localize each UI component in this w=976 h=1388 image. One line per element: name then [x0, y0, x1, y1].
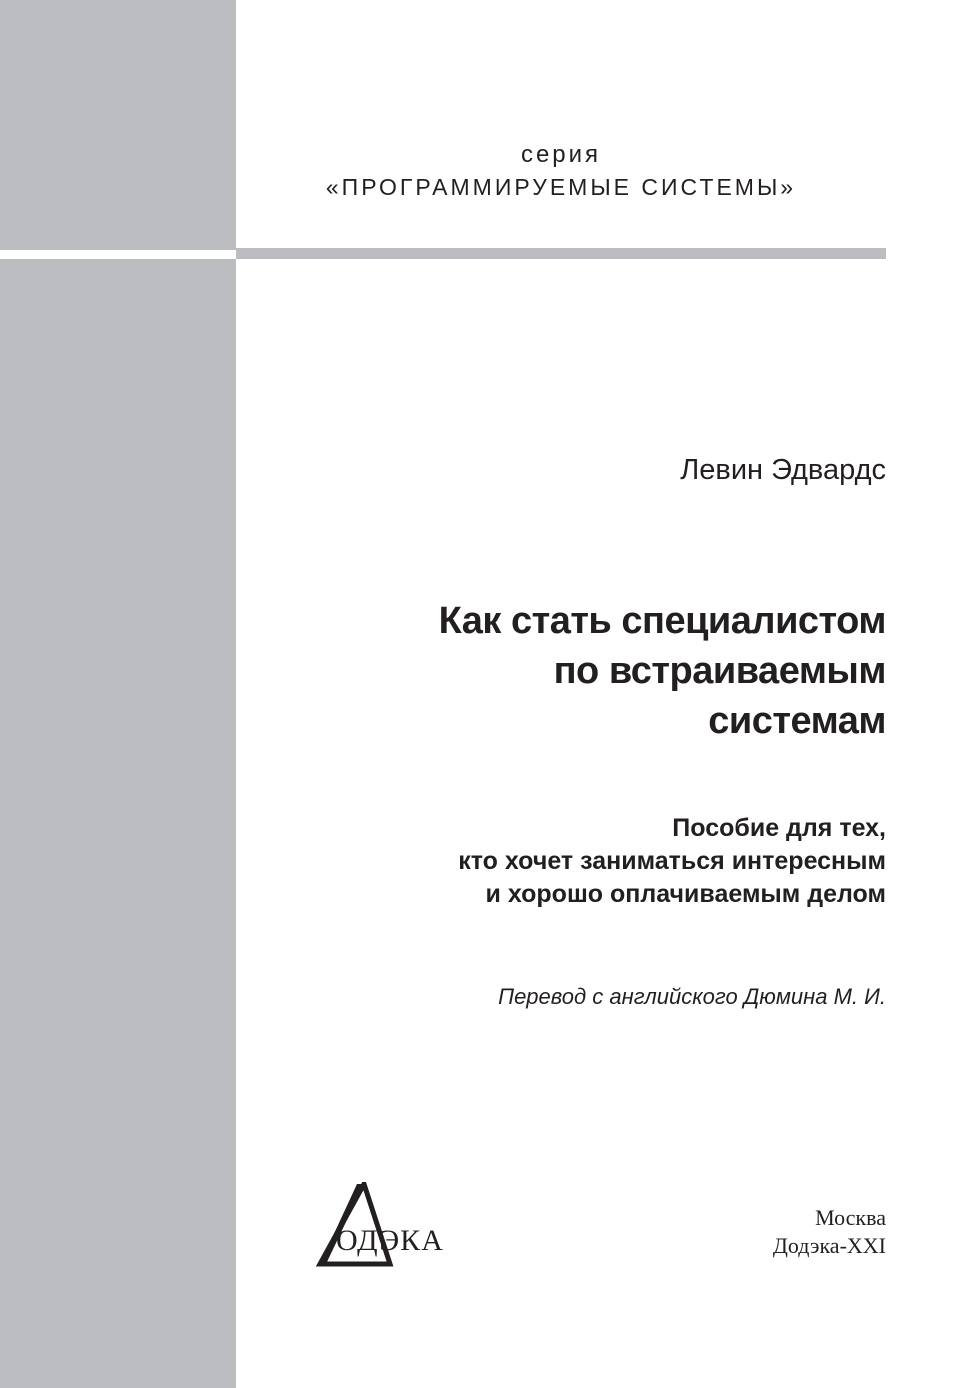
side-band-top	[0, 0, 236, 250]
book-subtitle	[326, 812, 886, 911]
book-title	[326, 596, 886, 746]
series-name: «ПРОГРАММИРУЕМЫЕ СИСТЕМЫ»	[325, 174, 797, 200]
series-label: серия	[520, 141, 602, 168]
publisher-logo-text: ОДЭКА	[336, 1224, 444, 1257]
rule-gap	[0, 250, 236, 259]
side-band-bottom	[0, 259, 236, 1388]
book-title-line: системам	[708, 700, 886, 742]
publisher-logo	[316, 1182, 466, 1268]
book-title-line: по встраиваемым	[553, 650, 886, 692]
book-subtitle-line: Пособие для тех,	[672, 814, 886, 842]
publisher-imprint	[773, 1204, 886, 1260]
publisher-city: Москва	[815, 1205, 886, 1230]
book-subtitle-line: кто хочет заниматься интересным	[458, 847, 886, 875]
horizontal-rule	[236, 248, 886, 259]
book-subtitle-line: и хорошо оплачиваемым делом	[485, 880, 886, 908]
publisher-name: Додэка-XXI	[772, 1233, 886, 1258]
author-name: Левин Эдвардс	[680, 454, 886, 486]
translation-credit: Перевод с английского Дюмина М. И.	[498, 984, 886, 1009]
book-title-line: Как стать специалистом	[438, 600, 886, 642]
